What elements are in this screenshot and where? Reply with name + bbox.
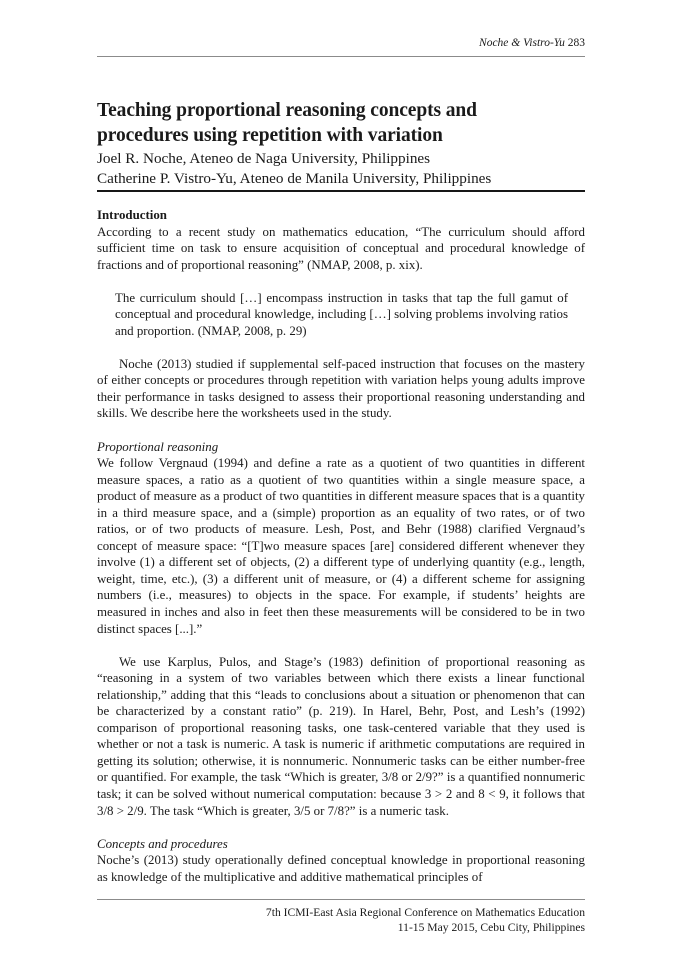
intro-paragraph-2: Noche (2013) studied if supplemental self-paced instruction that focuses on the mastery of either concepts or procedures through repetition with variation helps young adults improve their performance in tasks designed to assess their proportional reasoning understanding and skills. We describe here the worksheets used in the study.: [97, 356, 585, 421]
header-rule: [97, 56, 585, 57]
footer-conference-details: 11-15 May 2015, Cebu City, Philippines: [397, 921, 585, 934]
proportional-reasoning-paragraph-1: We follow Vergnaud (1994) and define a rate as a quotient of two quantities in different measure spaces, a ratio as a quotient of two quantities within a single measure space, a product of measure as a product of two quantities in different measure spaces that is a quantity in a third measure space, and a (simple) proportion as an equality of two rates, or of two ratios, or of two products of measure. Lesh, Post, and Behr (1988) clarified Vergnaud’s concept of measure space: “[T]wo measure spaces [are] considered different whenever they involve (1) a different set of objects, (2) a different type of underlying quantity (e.g., length, weight, time, etc.), (3) a different unit of measure, or (4) a different scheme for assigning numbers (i.e., measures) to objects in the space. For example, if students’ heights are measured in inches and also in feet then these measurements will be considered to be in two distinct spaces [...].”: [97, 456, 585, 636]
page-number: 283: [567, 37, 585, 49]
page-title: [97, 98, 585, 148]
title-rule: [97, 190, 585, 192]
title-line-2: procedures using repetition with variation: [97, 125, 443, 146]
concepts-and-procedures-paragraph-1: Noche’s (2013) study operationally defined conceptual knowledge in proportional reasoning as knowledge of the multiplicative and additive mathematical principles of: [97, 853, 585, 884]
author-line-1: Joel R. Noche, Ateneo de Naga University, Philippines: [97, 150, 431, 167]
running-head-authors: Noche & Vistro-Yu: [479, 37, 565, 49]
title-block: [97, 98, 585, 192]
proportional-reasoning-paragraph-2: We use Karplus, Pulos, and Stage’s (1983) definition of proportional reasoning as “reasoning in a system of two variables between which there exists a linear functional relationship,” adding that this “leads to conclusions about a situation or phenomenon that can be characterized by a constant ratio” (p. 219). In Harel, Behr, Post, and Lesh’s (1992) comparison of proportional reasoning tasks, one task-centered variable that they used is whether or not a task is numeric. A task is numeric if arithmetic computations are required in getting its solution; otherwise, it is nonnumeric. Nonnumeric tasks can be either number-free or quantified. For example, the task “Which is greater, 3/8 or 2/9?” is a quantified nonnumeric task; it can be solved without numerical computation: because 3 > 2 and 8 < 9, it follows that 3/8 > 2/9. The task “Which is greater, 3/5 or 7/8?” is a numeric task.: [97, 654, 585, 818]
running-head: [97, 36, 585, 50]
footer-conference-name: 7th ICMI-East Asia Regional Conference on Mathematics Education: [265, 906, 585, 919]
heading-proportional-reasoning: Proportional reasoning: [97, 439, 219, 454]
heading-introduction: Introduction: [97, 208, 167, 222]
heading-concepts-and-procedures: Concepts and procedures: [97, 836, 228, 851]
intro-blockquote: The curriculum should […] encompass instruction in tasks that tap the full gamut of conceptual and procedural knowledge, including […] solving problems involving ratios and proportion. (NMAP, 2008, p. 29): [115, 290, 568, 338]
author-line-2: Catherine P. Vistro-Yu, Ateneo de Manila University, Philippines: [97, 169, 492, 187]
footer-rule: [97, 899, 585, 900]
document-body: [97, 207, 585, 885]
page-footer: [97, 905, 585, 935]
intro-paragraph-1: According to a recent study on mathematics education, “The curriculum should afford sufficient time on task to ensure acquisition of conceptual and procedural knowledge of fractions and of proportional reasoning” (NMAP, 2008, p. xix).: [97, 224, 585, 272]
title-line-1: Teaching proportional reasoning concepts and: [97, 100, 477, 121]
